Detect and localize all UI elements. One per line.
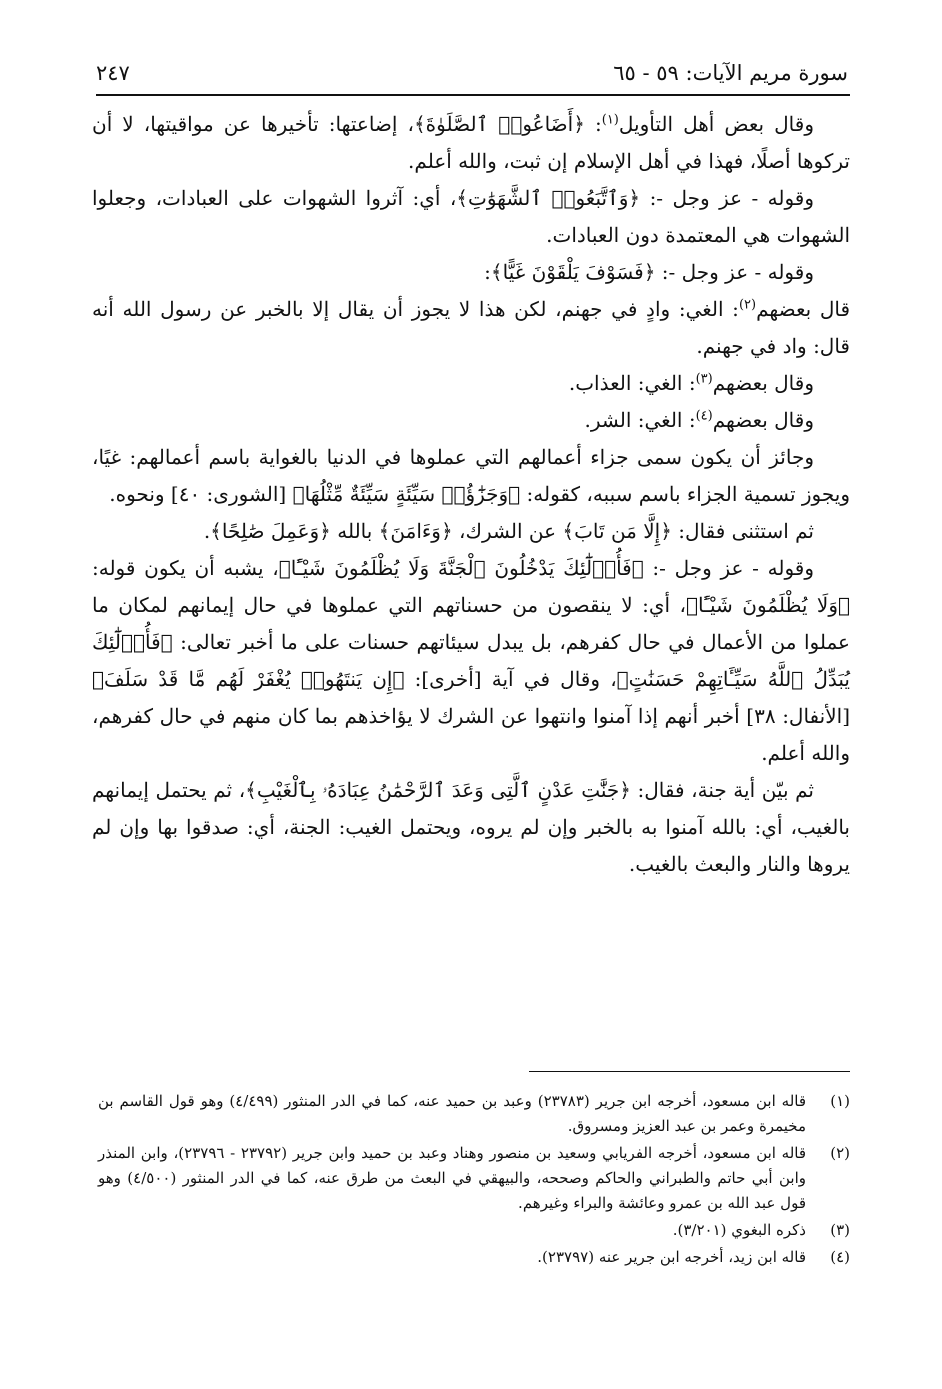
footnote-ref: (١)	[601, 112, 619, 128]
main-text	[92, 106, 850, 883]
paragraph: وقال بعضهم$^{(٤)}$: الغي: الشر.	[584, 408, 814, 432]
running-title: سورة مريم الآيات: ٥٩ - ٦٥	[613, 61, 848, 85]
paragraph: وقوله - عز وجل -: ﴿فَأُو۟لَٰٓئِكَ يَدْخُلُونَ ٱلْجَنَّةَ وَلَا يُظْلَمُونَ شَيْـًٔا﴾، يشبه أن يكون قوله: ﴿وَلَا يُظْلَمُونَ شَيْـًٔا﴾، أي: لا ينقصون من حسناتهم التي عملوها في حال إيمانهم لمكان ما عملوا من الأعمال في حال كفرهم، بل يبدل سيئاتهم حسنات على ما أخبر تعالى: ﴿فَأُو۟لَٰٓئِكَ يُبَدِّلُ ٱللَّهُ سَيِّـَٔاتِهِمْ حَسَنَٰتٍ﴾، وقال في آية [أخرى]: ﴿إِن يَنتَهُوا۟ يُغْفَرْ لَهُم مَّا قَدْ سَلَفَ﴾ [الأنفال: ٣٨] أخبر أنهم إذا آمنوا وانتهوا عن الشرك لا يؤاخذهم بما كان منهم في حال كفرهم، والله أعلم.	[92, 556, 851, 765]
footnote-text: قاله ابن مسعود، أخرجه الفريابي وسعيد بن منصور وهناد وعبد بن حميد وابن جرير (٢٣٧٩٢ - ٢٣٧٩٦)، وابن المنذر وابن أبي حاتم والطبراني والحاكم وصححه، والبيهقي في البعث من طرق عنه، كما في الدر المنثور (٤/٥٠٠) وهو قول عبد الله بن عمرو وعائشة والبراء وغيرهم.	[98, 1144, 806, 1212]
paragraph: ثم بيّن أية جنة، فقال: ﴿جَنَّٰتِ عَدْنٍ ٱلَّتِى وَعَدَ ٱلرَّحْمَٰنُ عِبَادَهُۥ بِٱلْغَيْبِ﴾، ثم يحتمل إيمانهم بالغيب، أي: بالله آمنوا به بالخبر وإن لم يروه، ويحتمل الغيب: الجنة، أي: صدقوا بها وإن لم يروها والنار والبعث بالغيب.	[92, 778, 850, 876]
footnote	[98, 1141, 850, 1216]
footnote-number: (٤)	[830, 1248, 850, 1266]
footnote-ref: (٢)	[738, 297, 757, 313]
paragraph: وقال بعضهم$^{(٣)}$: الغي: العذاب.	[568, 371, 814, 395]
footnote-ref: (٤)	[695, 408, 713, 424]
header-rule	[96, 94, 850, 96]
footnote	[98, 1218, 850, 1243]
footnote-text: قاله ابن مسعود، أخرجه ابن جرير (٢٣٧٨٣) وعبد بن حميد عنه، كما في الدر المنثور (٤/٤٩٩) وهو قول القاسم بن مخيمرة وعمر بن عبد العزيز ومسروق.	[98, 1092, 807, 1135]
paragraph: وقوله - عز وجل -: ﴿فَسَوْفَ يَلْقَوْنَ غَيًّا﴾:	[484, 260, 814, 284]
footnote-rule	[529, 1071, 850, 1072]
footnote-number: (١)	[830, 1092, 850, 1110]
footnote-number: (٢)	[830, 1144, 850, 1162]
paragraph: وقال بعض أهل التأويل$^{(١)}$: ﴿أَضَاعُوا۟ ٱلصَّلَوٰةَ﴾، إضاعتها: تأخيرها عن مواقيتها، لا أن تركوها أصلًا، فهذا في أهل الإسلام إن ثبت، والله أعلم.	[92, 112, 850, 173]
footnote-ref: (٣)	[695, 371, 713, 387]
paragraph: قال بعضهم$^{(٢)}$: الغي: وادٍ في جهنم، لكن هذا لا يجوز أن يقال إلا بالخبر عن رسول الله أنه قال: واد في جهنم.	[92, 297, 851, 358]
footnote-number: (٣)	[830, 1221, 850, 1239]
footnote-text: ذكره البغوي (٣/٢٠١).	[672, 1221, 806, 1239]
paragraph: وجائز أن يكون سمى جزاء أعمالهم التي عملوها في الدنيا بالغواية باسم أعمالهم: غيًا، ويجوز تسمية الجزاء باسم سببه، كقوله: ﴿وَجَزَٰٓؤُا۟ سَيِّئَةٍ سَيِّئَةٌ مِّثْلُهَا﴾ [الشورى: ٤٠] ونحوه.	[92, 445, 850, 506]
footnotes	[98, 1089, 850, 1272]
footnote-text: قاله ابن زيد، أخرجه ابن جرير عنه (٢٣٧٩٧).	[537, 1248, 806, 1266]
paragraph: وقوله - عز وجل -: ﴿وَٱتَّبَعُوا۟ ٱلشَّهَوَٰتِ﴾، أي: آثروا الشهوات على العبادات، وجعلوا الشهوات هي المعتمدة دون العبادات.	[92, 186, 850, 247]
footnote	[98, 1089, 850, 1139]
paragraph: ثم استثنى فقال: ﴿إِلَّا مَن تَابَ﴾ عن الشرك، ﴿وَءَامَنَ﴾ بالله ﴿وَعَمِلَ صَٰلِحًا﴾.	[203, 519, 814, 543]
footnote	[98, 1245, 850, 1270]
running-header	[96, 54, 848, 92]
page-number: ٢٤٧	[96, 61, 130, 85]
